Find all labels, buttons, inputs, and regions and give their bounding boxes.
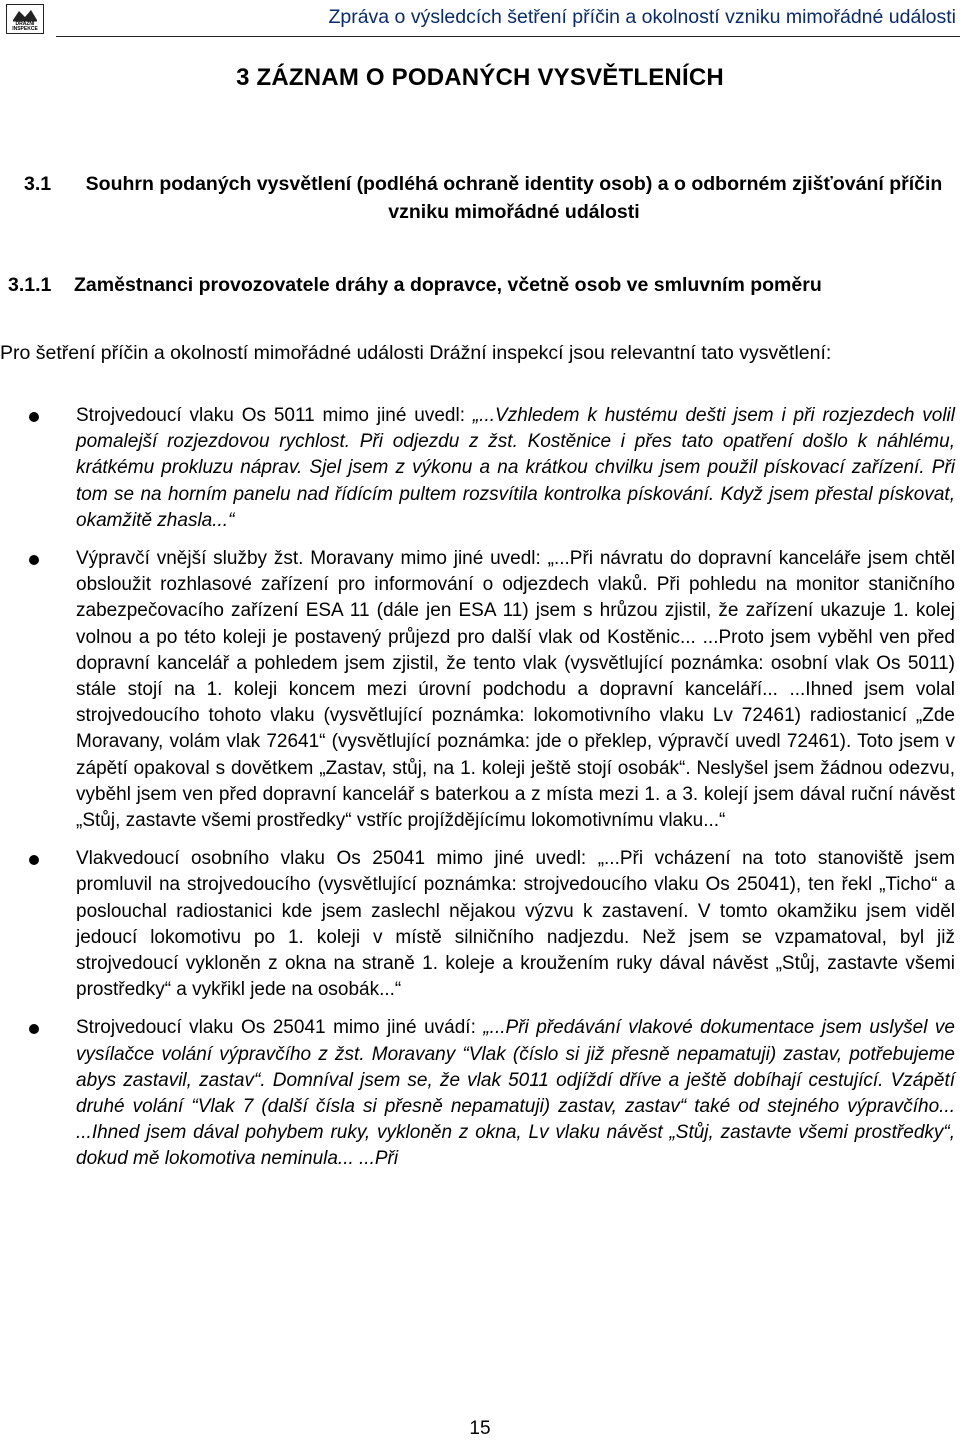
statement-item <box>0 1015 955 1172</box>
intro-paragraph: Pro šetření příčin a okolností mimořádné události Drážní inspekcí jsou relevantní tato vysvětlení: <box>0 342 832 364</box>
statement-item <box>0 546 955 834</box>
section-heading: 3 ZÁZNAM O PODANÝCH VYSVĚTLENÍCH <box>236 64 724 91</box>
statement-quote: „...Vzhledem k hustému dešti jsem i při rozjezdech volil pomalejší rozjezdovou rychlost. Při odjezdu z žst. Kostěnice i přes tato opatření došlo k náhlému, krátkému prokluzu náprav. Sjel jsem z výkonu a na krátkou chvilku jsem použil pískovací zařízení. Při tom se na horním panelu nad řídícím pultem rozsvítila kontrolka pískování. Když jsem přestal pískovat, okamžitě zhasla...“ <box>76 405 955 531</box>
page-number: 15 <box>469 1418 491 1439</box>
statement-quote: „...Při vcházení na toto stanoviště jsem promluvil na strojvedoucího (vysvětlující poznámka: strojvedoucího vlaku Os 25041), ten řekl „Ticho“ a poslouchal radiostanici kde jsem zaslechl nějakou výzvu k zastavení. V tomto okamžiku jsem viděl jedoucí lokomotivu po 1. koleji v místě silničního nadjezdu. Než jsem se vzpamatoval, byl již strojvedoucí vykloněn z okna na straně 1. koleje a kroužením ruky dával návěst „Stůj, zastavte všemi prostředky“ a vykřikl jede na osobák...“ <box>76 848 956 1001</box>
bullet-icon <box>29 855 39 865</box>
subsection-title: Souhrn podaných vysvětlení (podléhá ochraně identity osob) a o odborném zjišťování příčin vzniku mimořádné události <box>85 173 943 223</box>
subsubsection-title: Zaměstnanci provozovatele dráhy a dopravce, včetně osob ve smluvním poměru <box>74 274 822 296</box>
statement-lead: Výpravčí vnější služby žst. Moravany mimo jiné uvedl: <box>76 548 548 570</box>
bullet-icon <box>29 1024 39 1034</box>
statement-lead: Vlakvedoucí osobního vlaku Os 25041 mimo jiné uvedl: <box>76 848 598 870</box>
statement-quote: „...Při předávání vlakové dokumentace jsem uslyšel ve vysílačce volání výpravčího z žst. Moravany “Vlak (číslo si již přesně nepamatuji) zastav, potřebujeme abys zastavil, zastav“. Domníval jsem se, že vlak 5011 odjíždí dříve a ještě dobíhají cestující. Vzápětí druhé volání “Vlak 7 (další čísla si přesně nepamatuji) zastav, zastav“ také od stejného výpravčího... ...Ihned jsem dával pohybem ruky, vykloněn z okna, Lv vlaku návěst „Stůj, zastavte všemi prostředky“, dokud mě lokomotiva neminula... ...Při <box>76 1017 955 1170</box>
header-title: Zpráva o výsledcích šetření příčin a okolností vzniku mimořádné události <box>328 6 956 28</box>
page-header <box>0 0 960 40</box>
statement-quote: „...Při návratu do dopravní kanceláře jsem chtěl obsloužit rozhlasové zařízení pro informování o odjezdech vlaků. Při pohledu na monitor staničního zabezpečovacího zařízení ESA 11 (dále jen ESA 11) jsem s hrůzou zjistil, že zařízení ukazuje 1. kolej volnou a po této koleji je postavený průjezd pro další vlak od Kostěnic... ...Proto jsem vyběhl ven před dopravní kancelář a pohledem jsem zjistil, že tento vlak (vysvětlující poznámka: osobní vlak Os 5011) stále stojí na 1. koleji koncem mezi úrovní podchodu a dopravní kanceláří... ...Ihned jsem volal strojvedoucího tohoto vlaku (vysvětlující poznámka: lokomotivního vlaku Lv 72461) radiostanicí „Zde Moravany, volám vlak 72641“ (vysvětlující poznámka: jde o překlep, výpravčí uvedl 72461). Toto jsem v zápětí opakoval s dovětkem „Zastav, stůj, na 1. koleji ještě stojí osobák“. Neslyšel jsem žádnou odezvu, vyběhl jsem ven před dopravní kancelář s baterkou a z místa mezi 1. a 3. kolejí jsem dával ruční návěst „Stůj, zastavte všemi prostředky“ vstříc projíždějícímu lokomotivnímu vlaku...“ <box>76 548 955 832</box>
statement-list <box>0 403 955 1185</box>
statement-text <box>76 848 955 1000</box>
statement-text <box>76 405 955 531</box>
drazni-inspekce-logo <box>6 4 44 34</box>
subsection-heading <box>24 170 954 226</box>
header-divider <box>56 36 960 37</box>
logo-text: DRÁŽNÍ INSPEKCE <box>12 21 38 32</box>
statement-lead: Strojvedoucí vlaku Os 5011 mimo jiné uvedl: <box>76 405 473 426</box>
statement-item <box>0 846 955 1003</box>
statement-text <box>76 1017 955 1169</box>
bullet-icon <box>29 412 39 422</box>
subsection-number: 3.1 <box>24 173 52 195</box>
logo-emblem-icon <box>11 8 39 22</box>
bullet-icon <box>29 555 39 565</box>
subsubsection-heading <box>8 272 953 299</box>
subsubsection-number: 3.1.1 <box>8 274 52 296</box>
statement-text <box>76 548 955 831</box>
statement-item <box>0 403 955 534</box>
statement-lead: Strojvedoucí vlaku Os 25041 mimo jiné uvádí: <box>76 1017 484 1039</box>
